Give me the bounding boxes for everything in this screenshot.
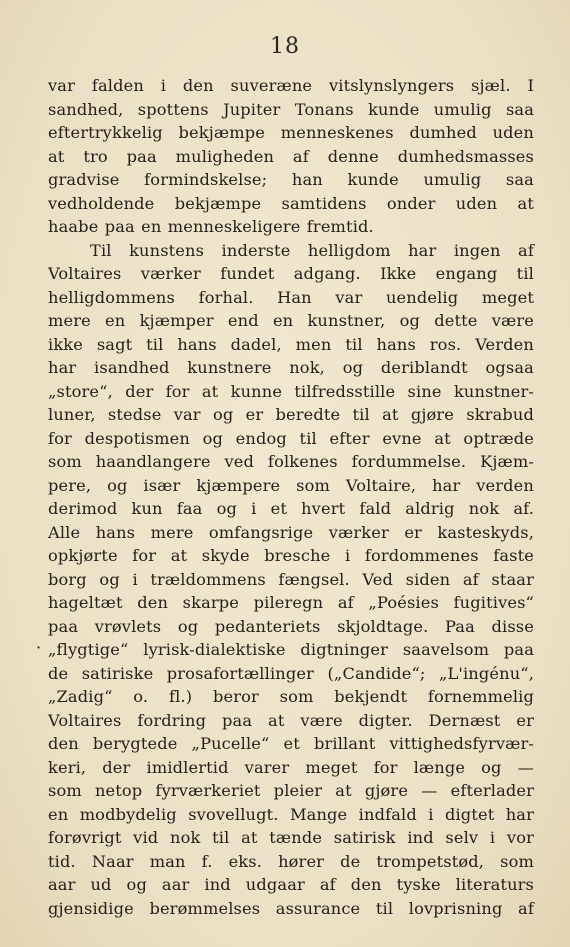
body-text (48, 74, 534, 920)
text-line: Alle hans mere omfangsrige værker er kasteskyds, (48, 522, 534, 542)
text-line: „flygtige“ lyrisk-dialektiske digtninger saavelsom paa (48, 640, 534, 659)
text-line: vedholdende bekjæmpe samtidens onder uden at (48, 193, 534, 213)
text-line: Voltaires fordring paa at være digter. Dernæst er (48, 710, 534, 730)
text-line: eftertrykkelig bekjæmpe menneskenes dumhed uden (48, 123, 534, 142)
text-line: derimod kun faa og i et hvert fald aldrig nok af. (48, 499, 534, 518)
page-number: 18 (270, 34, 300, 59)
text-line: en modbydelig svovellugt. Mange indfald i digtet har (48, 804, 534, 824)
text-line: den berygtede „Pucelle“ et brillant vittighedsfyrvær- (48, 734, 534, 753)
text-line: for despotismen og endog til efter evne at optræde (48, 428, 534, 448)
text-line: haabe paa en menneskeligere fremtid. (48, 217, 374, 236)
text-line: har isandhed kunstnere nok, og deriblandt ogsaa (48, 358, 534, 377)
text-line: tid. Naar man f. eks. hører de trompetstød, som (48, 851, 534, 871)
text-line: paa vrøvlets og pedanteriets skjoldtage. Paa disse (48, 616, 534, 636)
text-line: helligdommens forhal. Han var uendelig meget (48, 287, 534, 307)
text-line: var falden i den suveræne vitslynslyngers sjæl. I (48, 76, 534, 95)
text-line: luner, stedse var og er beredte til at gjøre skrabud (48, 405, 534, 424)
text-line: at tro paa muligheden af denne dumhedsmasses (48, 146, 534, 166)
text-line: forøvrigt vid nok til at tænde satirisk ind selv i vor (48, 828, 534, 847)
text-line: borg og i trældommens fængsel. Ved siden af staar (48, 569, 534, 589)
text-line: Voltaires værker fundet adgang. Ikke engang til (48, 264, 534, 283)
text-line: opkjørte for at skyde bresche i fordommenes faste (48, 546, 534, 565)
text-line: sandhed, spottens Jupiter Tonans kunde umulig saa (48, 99, 534, 119)
text-line: hageltæt den skarpe pileregn af „Poésies fugitives“ (48, 593, 534, 612)
text-line: keri, der imidlertid varer meget for længe og — (48, 757, 534, 777)
text-line: „Zadig“ o. fl.) beror som bekjendt fornemmelig (48, 687, 534, 706)
text-line: „store“, der for at kunne tilfredsstille sine kunstner- (48, 381, 534, 401)
text-line: Til kunstens inderste helligdom har ingen af (90, 240, 534, 260)
text-line: aar ud og aar ind udgaar af den tyske literaturs (48, 875, 534, 894)
margin-mark: · (36, 638, 42, 657)
text-line: gjensidige berømmelses assurance til lovprisning af (48, 898, 534, 918)
text-line: ikke sagt til hans dadel, men til hans ros. Verden (48, 334, 534, 354)
text-line: de satiriske prosafortællinger („Candide“; „L'ingénu“, (48, 663, 534, 683)
text-line: som netop fyrværkeriet pleier at gjøre — efterlader (48, 781, 534, 800)
text-line: gradvise formindskelse; han kunde umulig saa (48, 170, 534, 189)
text-line: mere en kjæmper end en kunstner, og dette være (48, 311, 534, 330)
text-line: pere, og især kjæmpere som Voltaire, har verden (48, 475, 534, 495)
text-line: som haandlangere ved folkenes fordummelse. Kjæm- (48, 452, 534, 471)
